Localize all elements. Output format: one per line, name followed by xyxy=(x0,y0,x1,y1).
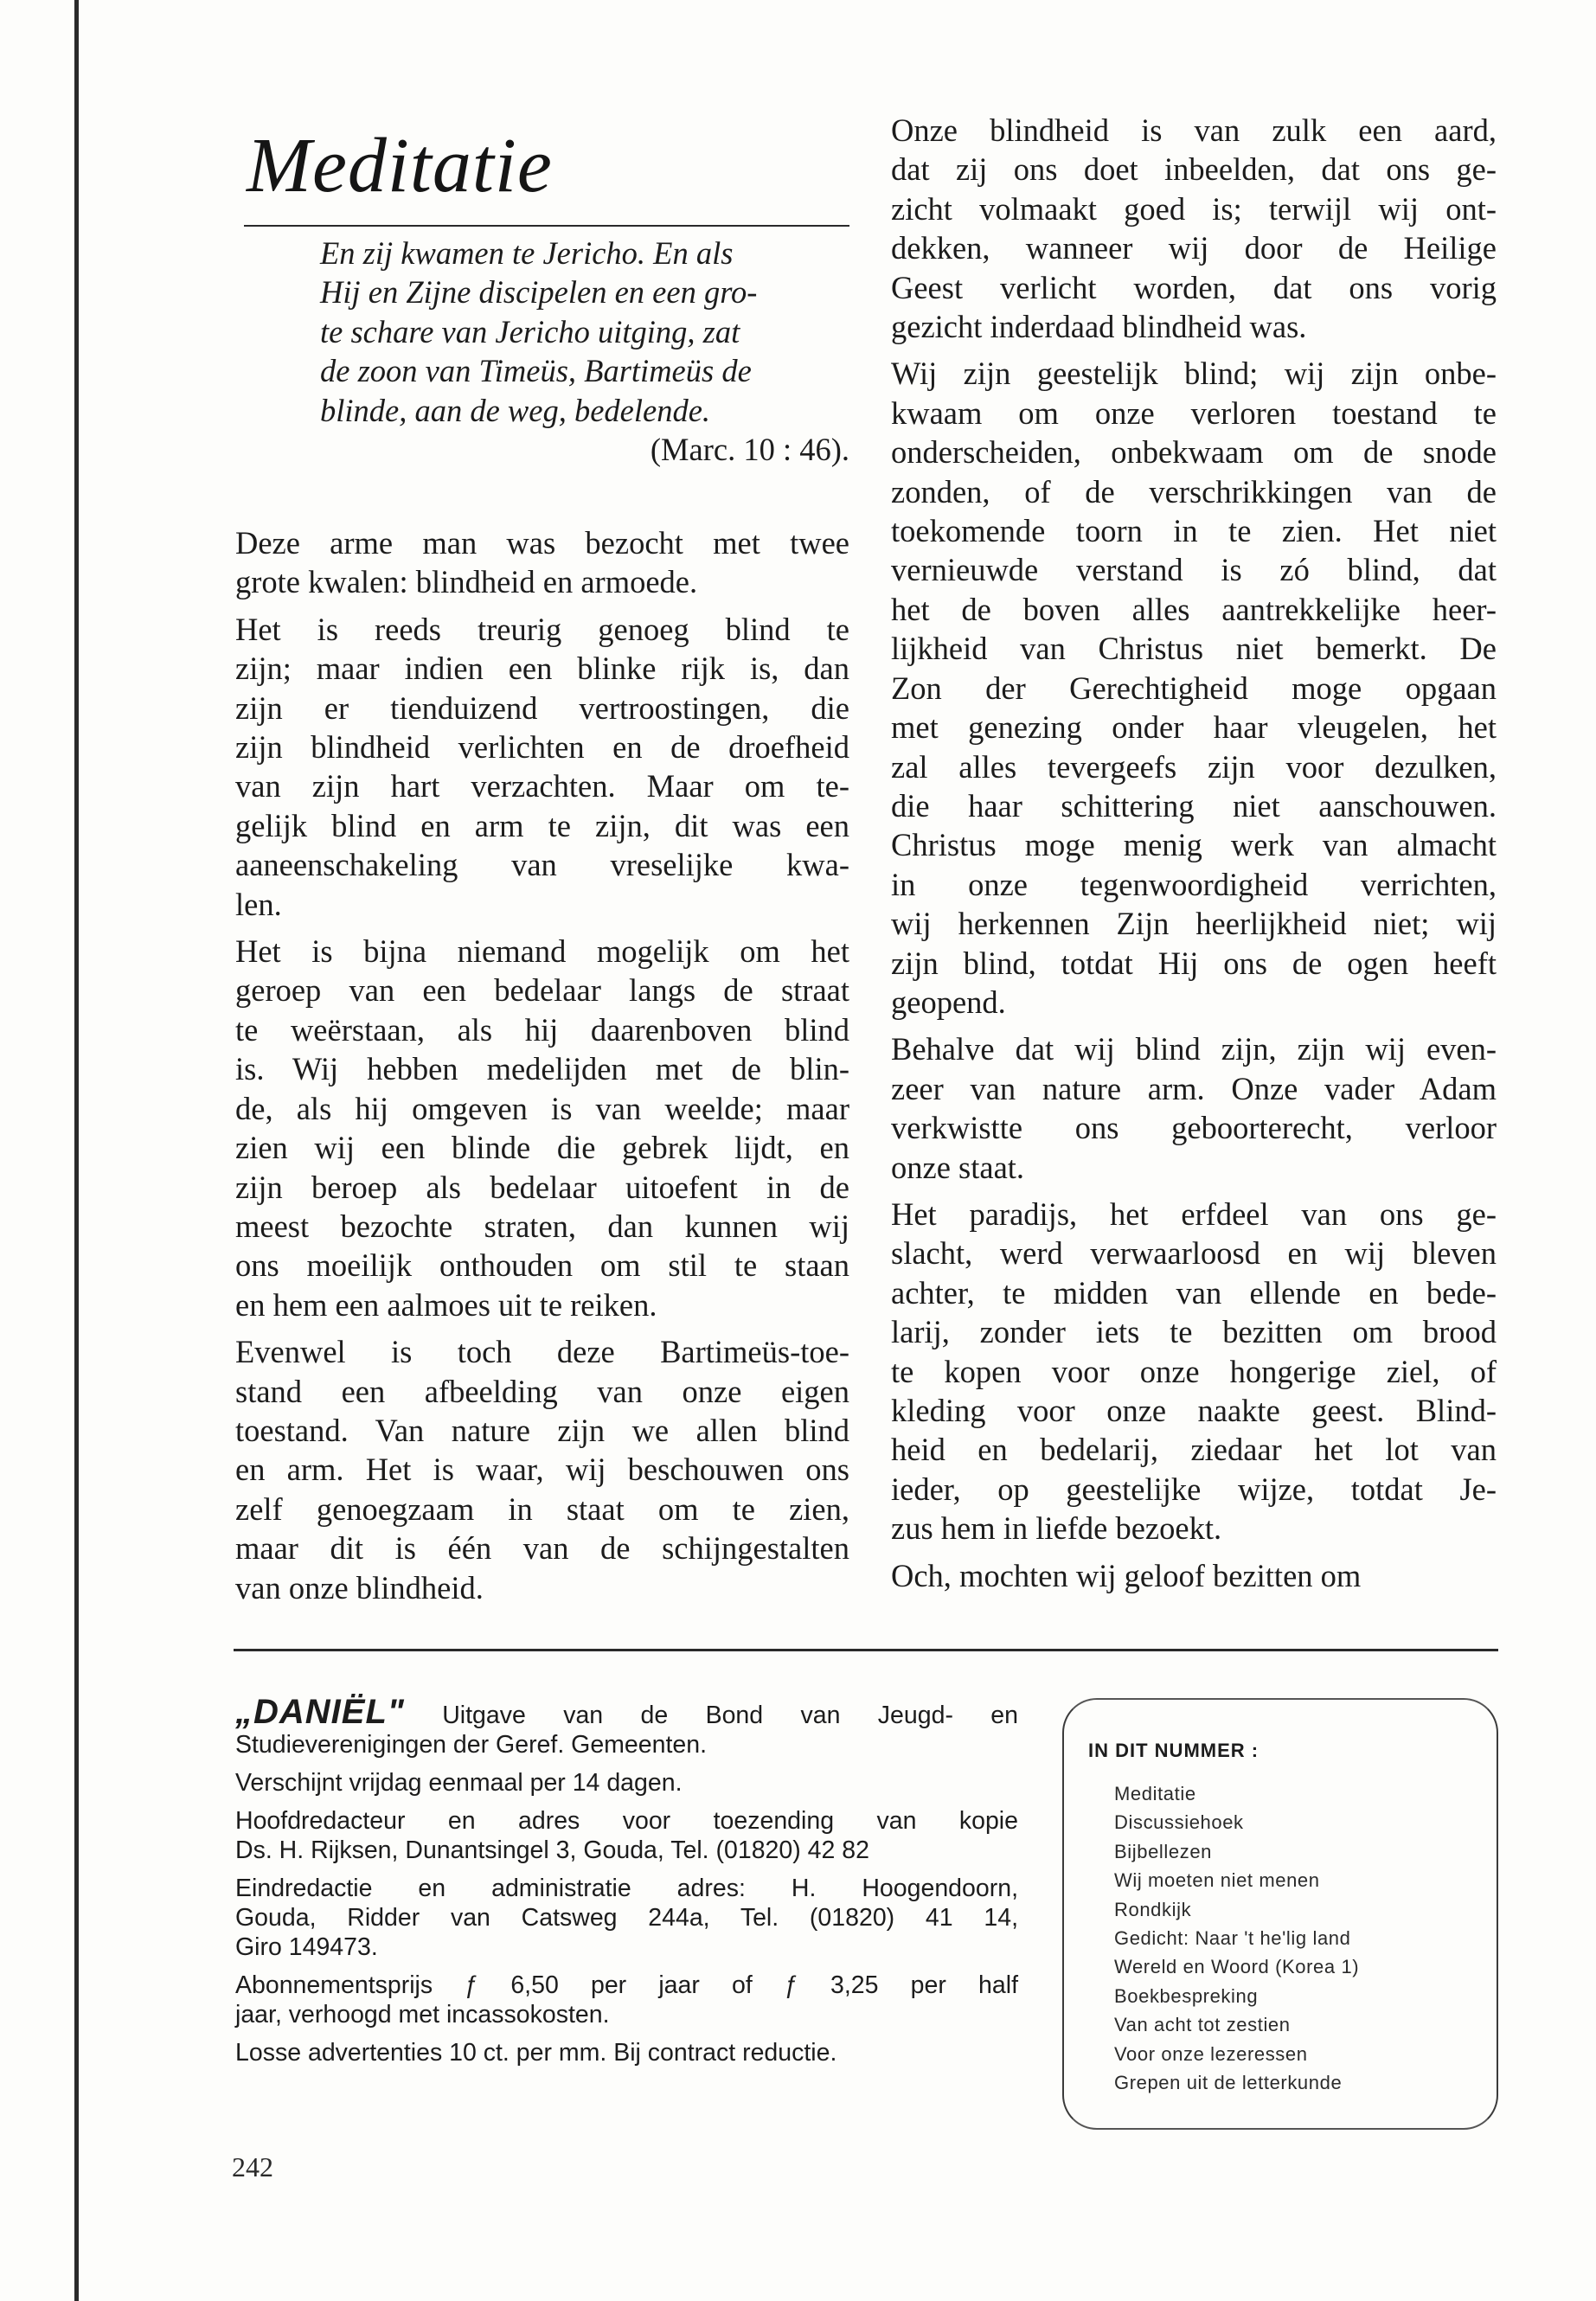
text-line: Onze blindheid is van zulk een aard, xyxy=(891,112,1497,148)
list-item: Discussiehoek xyxy=(1114,1811,1244,1834)
text-line: stand een afbeelding van onze eigen xyxy=(235,1373,849,1409)
quote-line: Hij en Zijne discipelen en een gro- xyxy=(320,274,758,311)
binding-edge xyxy=(74,0,79,2301)
text-line: geroep van een bedelaar langs de straat xyxy=(235,972,849,1009)
text-line: grote kwalen: blindheid en armoede. xyxy=(235,564,698,600)
text-line: zeer van nature arm. Onze vader Adam xyxy=(891,1070,1497,1106)
list-item: Bijbellezen xyxy=(1114,1840,1213,1862)
quote-reference: (Marc. 10 : 46). xyxy=(650,432,849,468)
text-line: Christus moge menig werk van almacht xyxy=(891,827,1497,863)
text-line: is. Wij hebben medelijden met de blin- xyxy=(235,1051,849,1087)
scripture-quote xyxy=(320,234,849,469)
text-line: maar dit is één van de schijngestalten xyxy=(235,1530,849,1567)
text-line: zonden, of de verschrikkingen van de xyxy=(891,473,1497,510)
colophon-intro-line: Studieverenigingen der Geref. Gemeenten. xyxy=(235,1731,708,1759)
list-item: Wereld en Woord (Korea 1) xyxy=(1114,1956,1360,1978)
colophon-intro-line: Uitgave van de Bond van Jeugd- en xyxy=(442,1702,1018,1729)
colophon-subscription xyxy=(235,1971,1018,2029)
brand-logo: „DANIËL" xyxy=(235,1693,405,1731)
paragraph xyxy=(891,111,1497,346)
quote-line: blinde, aan de weg, bedelende. xyxy=(320,392,711,428)
list-item: Grepen uit de letterkunde xyxy=(1114,2072,1343,2094)
subscription-line: Abonnementsprijs ƒ 6,50 per jaar of ƒ 3,25 per half xyxy=(235,1971,1018,1999)
text-line: Evenwel is toch deze Bartimeüs-toe- xyxy=(235,1334,849,1370)
text-line: toekomende toorn in te zien. Het niet xyxy=(891,513,1497,549)
text-line: Wij zijn geestelijk blind; wij zijn onbe- xyxy=(891,356,1497,392)
text-line: larij, zonder iets te bezitten om brood xyxy=(891,1314,1497,1350)
paragraph-gap xyxy=(891,1187,1497,1195)
paragraph xyxy=(235,610,849,924)
list-item: Gedicht: Naar 't he'lig land xyxy=(1114,1927,1351,1950)
text-line: met genezing onder haar vleugelen, het xyxy=(891,709,1497,746)
text-line: zal alles tevergeefs zijn voor dezulken, xyxy=(891,748,1497,785)
text-line: kwaam om onze verloren toestand te xyxy=(891,394,1497,431)
list-item: Meditatie xyxy=(1114,1783,1196,1804)
colophon-administration xyxy=(235,1874,1018,1962)
text-line: toestand. Van nature zijn we allen blind xyxy=(235,1412,849,1448)
text-line: Het paradijs, het erfdeel van ons ge- xyxy=(891,1195,1497,1232)
paragraph-gap xyxy=(235,1324,849,1332)
paragraph-gap xyxy=(235,924,849,932)
paragraph xyxy=(891,1195,1497,1548)
text-line: en arm. Het is waar, wij beschouwen ons xyxy=(235,1452,849,1488)
colophon-editor xyxy=(235,1806,1018,1865)
text-line: heid en bedelarij, ziedaar het lot van xyxy=(891,1432,1497,1468)
text-line: len. xyxy=(235,886,282,922)
paragraph xyxy=(235,523,849,602)
text-line: van onze blindheid. xyxy=(235,1569,484,1606)
paragraph-gap xyxy=(891,346,1497,354)
text-line: Deze arme man was bezocht met twee xyxy=(235,525,849,561)
paragraph-gap xyxy=(235,602,849,610)
text-line: kleding voor onze naakte geest. Blind- xyxy=(891,1393,1497,1428)
title-divider xyxy=(244,225,849,227)
text-line: meest bezochte straten, dan kunnen wij xyxy=(235,1208,849,1244)
quote-line: te schare van Jericho uitging, zat xyxy=(320,313,740,349)
text-line: Och, mochten wij geloof bezitten om xyxy=(891,1557,1362,1593)
in-this-issue-list xyxy=(1114,1779,1486,2097)
text-line: onze staat. xyxy=(891,1149,1025,1185)
text-line: verkwistte ons geboorterecht, verloor xyxy=(891,1110,1497,1146)
text-line: ons moeilijk onthouden om stil te staan xyxy=(235,1247,849,1284)
quote-line: de zoon van Timeüs, Bartimeüs de xyxy=(320,353,752,389)
text-line: slacht, werd verwaarloosd en wij bleven xyxy=(891,1235,1497,1272)
quote-line: En zij kwamen te Jericho. En als xyxy=(320,235,734,271)
paragraph xyxy=(891,1556,1497,1595)
list-item: Van acht tot zestien xyxy=(1114,2014,1291,2036)
in-this-issue-box xyxy=(1062,1698,1498,2130)
text-line: en hem een aalmoes uit te reiken. xyxy=(235,1286,657,1323)
text-line: zicht volmaakt goed is; terwijl wij ont- xyxy=(891,190,1497,227)
colophon-ads xyxy=(235,2038,1018,2067)
left-text-column xyxy=(235,523,849,1607)
text-line: dat zij ons doet inbeelden, dat ons ge- xyxy=(891,151,1497,188)
in-this-issue-heading: IN DIT NUMMER : xyxy=(1088,1740,1259,1761)
admin-line: Gouda, Ridder van Catsweg 244a, Tel. (01820) 41 14, xyxy=(235,1904,1018,1932)
text-line: zus hem in liefde bezoekt. xyxy=(891,1510,1222,1547)
text-line: zijn er tienduizend vertroostingen, die xyxy=(235,689,849,726)
text-line: Het is bijna niemand mogelijk om het xyxy=(235,933,849,970)
paragraph-gap xyxy=(891,1548,1497,1556)
text-line: ieder, op geestelijke wijze, totdat Je- xyxy=(891,1471,1497,1507)
text-line: zijn blind, totdat Hij ons de ogen heeft xyxy=(891,945,1497,981)
page-number: 242 xyxy=(232,2151,273,2182)
admin-line: Eindredactie en administratie adres: H. Hoogendoorn, xyxy=(235,1875,1018,1902)
text-line: Geest verlicht worden, dat ons vorig xyxy=(891,269,1497,305)
text-line: zelf genoegzaam in staat om te zien, xyxy=(235,1490,849,1527)
text-line: in onze tegenwoordigheid verrichten, xyxy=(891,866,1497,902)
text-line: gezicht inderdaad blindheid was. xyxy=(891,309,1307,345)
list-item: Voor onze lezeressen xyxy=(1114,2042,1308,2065)
subscription-line: jaar, verhoogd met incassokosten. xyxy=(235,2001,610,2029)
right-text-column xyxy=(891,111,1497,1595)
list-item: Boekbespreking xyxy=(1114,1984,1259,2007)
section-divider xyxy=(234,1649,1498,1651)
paragraph xyxy=(891,1029,1497,1187)
ads-line: Losse advertenties 10 ct. per mm. Bij contract reductie. xyxy=(235,2039,837,2067)
text-line: vernieuwde verstand is zó blind, dat xyxy=(891,552,1497,588)
editor-line: Hoofdredacteur en adres voor toezending van kopie xyxy=(235,1807,1018,1835)
editor-line: Ds. H. Rijksen, Dunantsingel 3, Gouda, Tel. (01820) 42 82 xyxy=(235,1836,869,1864)
text-line: zijn blindheid verlichten en de droefheid xyxy=(235,729,849,766)
text-line: Zon der Gerechtigheid moge opgaan xyxy=(891,670,1497,706)
page-title: Meditatie xyxy=(247,123,553,208)
text-line: dekken, wanneer wij door de Heilige xyxy=(891,230,1497,266)
paragraph xyxy=(235,1332,849,1607)
text-line: te weërstaan, als hij daarenboven blind xyxy=(235,1011,849,1048)
text-line: lijkheid van Christus niet bemerkt. De xyxy=(891,631,1497,667)
paragraph xyxy=(891,354,1497,1022)
text-line: zien wij een blinde die gebrek lijdt, en xyxy=(235,1130,849,1166)
frequency-text: Verschijnt vrijdag eenmaal per 14 dagen. xyxy=(235,1769,683,1797)
text-line: zijn beroep als bedelaar uitoefent in de xyxy=(235,1169,849,1205)
list-item: Wij moeten niet menen xyxy=(1114,1869,1320,1892)
text-line: gelijk blind en arm te zijn, dit was een xyxy=(235,807,849,843)
text-line: te kopen voor onze hongerige ziel, of xyxy=(891,1353,1497,1389)
paragraph xyxy=(235,932,849,1324)
text-line: geopend. xyxy=(891,984,1006,1020)
colophon xyxy=(235,1693,1018,2076)
text-line: Het is reeds treurig genoeg blind te xyxy=(235,611,849,647)
text-line: wij herkennen Zijn heerlijkheid niet; wij xyxy=(891,906,1497,942)
text-line: het de boven alles aantrekkelijke heer- xyxy=(891,591,1497,627)
list-item: Rondkijk xyxy=(1114,1898,1192,1920)
text-line: onderscheiden, onbekwaam om de snode xyxy=(891,434,1497,471)
paragraph-gap xyxy=(891,1022,1497,1029)
text-line: Behalve dat wij blind zijn, zijn wij even- xyxy=(891,1031,1497,1067)
text-line: de, als hij omgeven is van weelde; maar xyxy=(235,1090,849,1126)
colophon-intro xyxy=(235,1693,1018,1759)
text-line: achter, te midden van ellende en bede- xyxy=(891,1274,1497,1311)
colophon-frequency xyxy=(235,1768,1018,1798)
text-line: van zijn hart verzachten. Maar om te- xyxy=(235,768,849,804)
admin-line: Giro 149473. xyxy=(235,1933,378,1961)
text-line: die haar schittering niet aanschouwen. xyxy=(891,787,1497,824)
text-line: zijn; maar indien een blinke rijk is, dan xyxy=(235,651,849,687)
text-line: aaneenschakeling van vreselijke kwa- xyxy=(235,847,849,883)
